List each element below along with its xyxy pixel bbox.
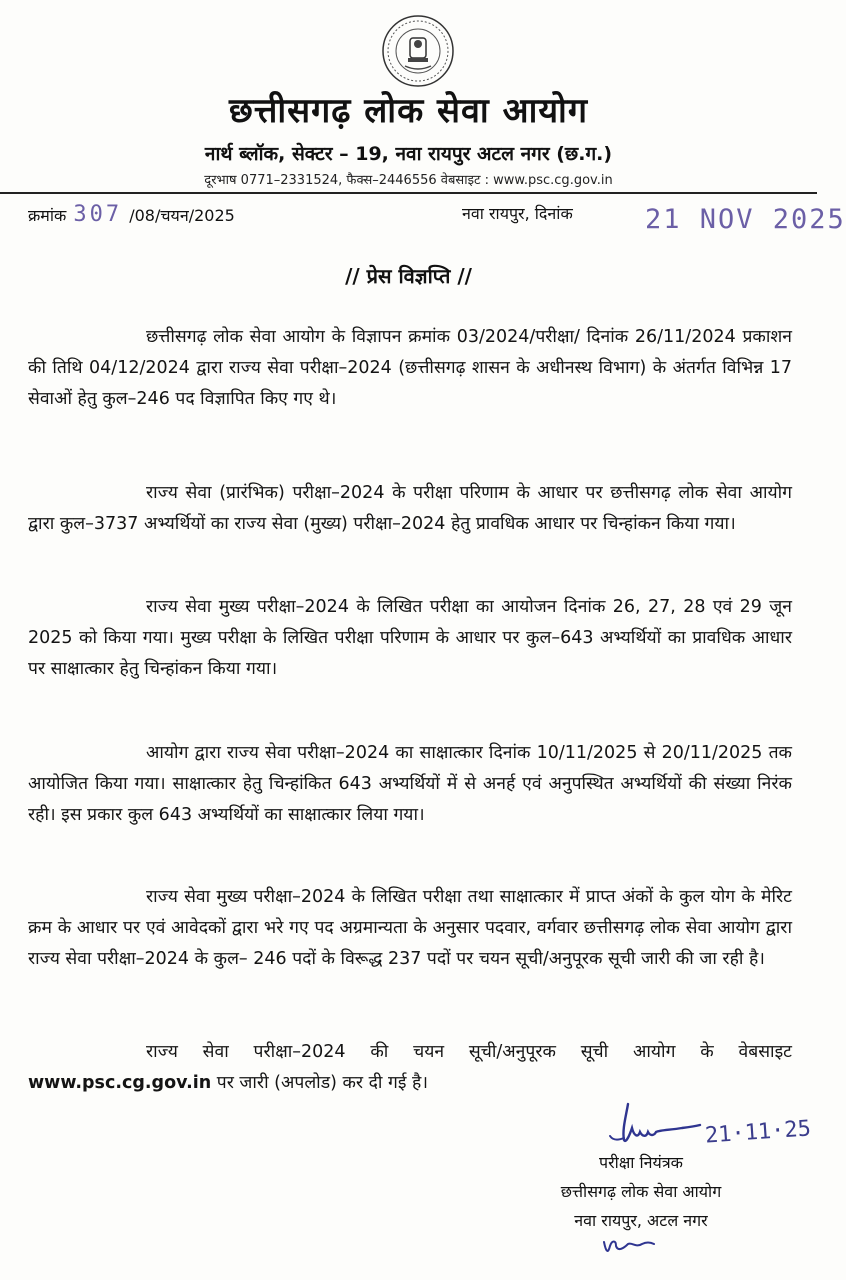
- reference-number-line: [28, 202, 235, 227]
- initials-mark-icon: [600, 1232, 660, 1258]
- header-divider: [0, 192, 817, 194]
- place-date-label: नवा रायपुर, दिनांक: [462, 204, 573, 223]
- website-notice-text-after: पर जारी (अपलोड) कर दी गई है।: [211, 1073, 428, 1093]
- state-emblem-icon: [381, 14, 455, 88]
- reference-suffix: /08/चयन/2025: [129, 206, 235, 225]
- paragraph-preliminary-result: राज्य सेवा (प्रारंभिक) परीक्षा–2024 के परीक्षा परिणाम के आधार पर छत्तीसगढ़ लोक सेवा आयोग द्वारा कुल–3737 अभ्यर्थियों का राज्य सेवा (मुख्य) परीक्षा–2024 हेतु प्रावधिक आधार पर चिन्हांकन किया गया।: [28, 483, 792, 534]
- paragraph-main-exam: राज्य सेवा मुख्य परीक्षा–2024 के लिखित परीक्षा का आयोजन दिनांक 26, 27, 28 एवं 29 जून 2025 को किया गया। मुख्य परीक्षा के लिखित परीक्षा परिणाम के आधार पर कुल–643 अभ्यर्थियों का प्रावधिक आधार पर साक्षात्कार हेतु चिन्हांकन किया गया।: [28, 597, 792, 679]
- signatory-block: [516, 1148, 766, 1235]
- organization-address: नार्थ ब्लॉक, सेक्टर – 19, नवा रायपुर अटल नगर (छ.ग.): [204, 143, 613, 165]
- contact-line: दूरभाष 0771–2331524, फैक्स–2446556 वेबसाइट : www.psc.cg.gov.in: [204, 173, 613, 188]
- signatory-organization: छत्तीसगढ़ लोक सेवा आयोग: [560, 1182, 722, 1201]
- date-stamp: 21 NOV 2025: [645, 204, 846, 235]
- reference-prefix: क्रमांक: [28, 206, 67, 225]
- organization-name: छत्तीसगढ़ लोक सेवा आयोग: [229, 91, 588, 131]
- paragraph-selection-list: राज्य सेवा मुख्य परीक्षा–2024 के लिखित परीक्षा तथा साक्षात्कार में प्राप्त अंकों के कुल योग के मेरिट क्रम के आधार पर एवं आवेदकों द्वारा भरे गए पद अग्रमान्यता के अनुसार पदवार, वर्गवार छत्तीसगढ़ लोक सेवा आयोग द्वारा राज्य सेवा परीक्षा–2024 के कुल– 246 पदों के विरूद्ध 237 पदों पर चयन सूची/अनुपूरक सूची जारी की जा रही है।: [28, 887, 792, 969]
- press-release-title: // प्रेस विज्ञप्ति //: [345, 264, 472, 288]
- signature-icon: [600, 1090, 710, 1152]
- reference-number-handwritten: 307: [73, 202, 123, 227]
- paragraph-advertisement: छत्तीसगढ़ लोक सेवा आयोग के विज्ञापन क्रमांक 03/2024/परीक्षा/ दिनांक 26/11/2024 प्रकाशन की तिथि 04/12/2024 द्वारा राज्य सेवा परीक्षा–2024 (छत्तीसगढ़ शासन के अधीनस्थ विभाग) के अंतर्गत विभिन्न 17 सेवाओं हेतु कुल–246 पद विज्ञापित किए गए थे।: [28, 327, 792, 409]
- website-link[interactable]: www.psc.cg.gov.in: [28, 1073, 212, 1093]
- signature-handwritten-date: 21·11·25: [704, 1116, 812, 1149]
- website-notice-text-before: राज्य सेवा परीक्षा–2024 की चयन सूची/अनुपूरक सूची आयोग के वेबसाइट: [146, 1042, 792, 1062]
- signatory-place: नवा रायपुर, अटल नगर: [574, 1211, 708, 1230]
- signatory-designation: परीक्षा नियंत्रक: [599, 1153, 683, 1172]
- paragraph-interview: आयोग द्वारा राज्य सेवा परीक्षा–2024 का साक्षात्कार दिनांक 10/11/2025 से 20/11/2025 तक आयोजित किया गया। साक्षात्कार हेतु चिन्हांकित 643 अभ्यर्थियों में से अनर्ह एवं अनुपस्थित अभ्यर्थियों की संख्या निरंक रही। इस प्रकार कुल 643 अभ्यर्थियों का साक्षात्कार लिया गया।: [28, 743, 792, 825]
